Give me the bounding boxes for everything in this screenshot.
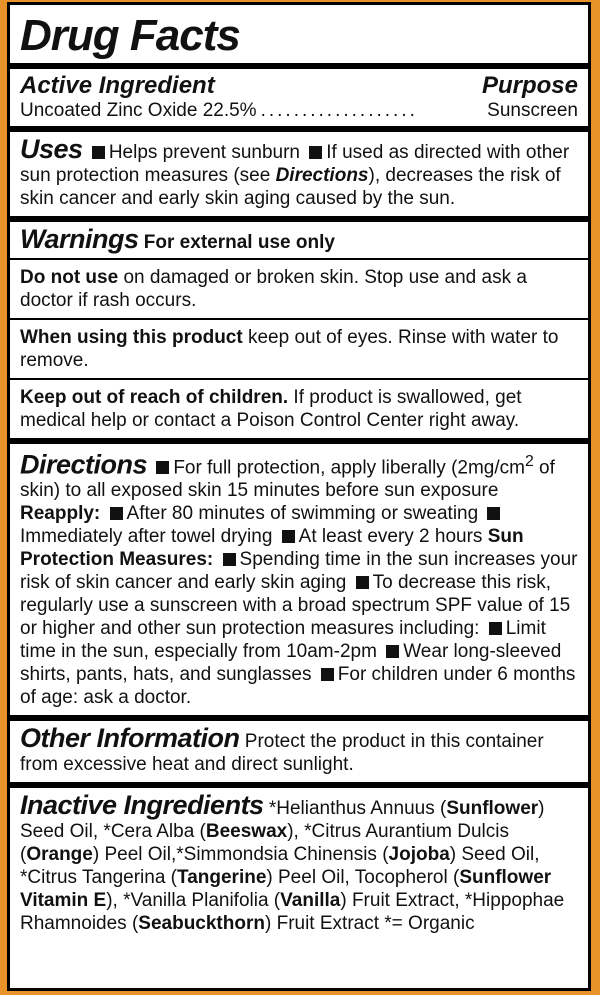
sun-protection-item: For children under 6 months of age: ask a doctor. xyxy=(20,664,576,709)
sun-protection-item: To decrease this risk, regularly use a sunscreen with a broad spectrum SPF value of 15 or higher and other sun protection measures including: xyxy=(20,572,571,640)
inactive-text: ) Fruit Extract, *Hippophae Rhamnoides ( xyxy=(20,890,565,935)
active-ingredient-heading: Active Ingredient xyxy=(20,72,215,99)
reapply-label: Reapply: xyxy=(20,503,101,525)
when-using-label: When using this product xyxy=(20,327,243,348)
uses-text: ), decreases the risk of skin cancer and early skin aging caused by the sun. xyxy=(20,165,561,209)
sun-protection-item: Spending time in the sun increases your risk of skin cancer and early skin aging xyxy=(20,549,578,594)
uses-text: Helps prevent sunburn xyxy=(108,142,300,163)
keep-out-label: Keep out of reach of children. xyxy=(20,387,289,408)
active-row xyxy=(20,100,578,126)
leader-dots: ................... xyxy=(260,100,418,121)
warnings-section xyxy=(20,222,578,258)
uses-text-bold: Directions xyxy=(275,165,369,186)
keep-out-of-reach xyxy=(20,380,578,438)
inactive-bold: Tangerine xyxy=(177,867,267,889)
bullet-square-icon xyxy=(282,530,295,543)
other-information-text: Protect the product in this container from excessive heat and direct sunlight. xyxy=(20,731,544,776)
inactive-text: ) Peel Oil,*Simmondsia Chinensis ( xyxy=(92,844,389,866)
inactive-text: ), *Vanilla Planifolia ( xyxy=(106,890,281,912)
bullet-square-icon xyxy=(386,645,399,658)
directions-section xyxy=(20,444,578,715)
warnings-subheading: For external use only xyxy=(143,232,335,253)
inactive-text: ) Seed Oil, *Cera Alba ( xyxy=(20,798,545,843)
reapply-item: After 80 minutes of swimming or sweating xyxy=(126,503,479,525)
bullet-square-icon xyxy=(92,146,105,159)
inactive-bold: Vanilla xyxy=(280,890,341,912)
directions-text: of skin) to all exposed skin 15 minutes before sun exposure xyxy=(20,457,555,502)
sun-protection-item: Wear long-sleeved shirts, pants, hats, and sunglasses xyxy=(20,641,562,686)
keep-out-text: If product is swallowed, get medical help or contact a Poison Control Center right away. xyxy=(20,387,522,431)
inactive-bold: Beeswax xyxy=(205,821,288,843)
active-ingredient-section xyxy=(20,69,578,126)
other-information-heading: Other Information xyxy=(20,723,240,754)
purpose-heading: Purpose xyxy=(481,72,578,99)
active-ingredient: Uncoated Zinc Oxide 22.5% xyxy=(20,100,257,121)
inactive-text: ) Seed Oil, *Citrus Tangerina ( xyxy=(20,844,540,889)
directions-text: For full protection, apply liberally (2mg/cm xyxy=(173,457,525,479)
bullet-square-icon xyxy=(223,553,236,566)
bullet-square-icon xyxy=(321,668,334,681)
uses-section xyxy=(20,132,578,216)
when-using xyxy=(20,320,578,378)
inactive-text: ) Fruit Extract *= Organic xyxy=(264,913,475,935)
uses-text: If used as directed with other sun protection measures (see xyxy=(20,142,570,186)
purpose-value: Sunscreen xyxy=(487,100,578,121)
bullet-square-icon xyxy=(110,507,123,520)
other-information-section xyxy=(20,721,578,782)
sun-protection-item: Limit time in the sun, especially from 10am-2pm xyxy=(20,618,546,663)
warnings-heading: Warnings xyxy=(20,224,139,254)
bullet-square-icon xyxy=(309,146,322,159)
when-using-text: keep out of eyes. Rinse with water to remove. xyxy=(20,327,559,371)
bullet-square-icon xyxy=(156,461,169,474)
panel-title: Drug Facts xyxy=(20,11,240,60)
directions-heading: Directions xyxy=(20,449,148,480)
bullet-square-icon xyxy=(487,507,500,520)
inactive-ingredients-heading: Inactive Ingredients xyxy=(20,790,264,821)
inactive-ingredients-section xyxy=(20,788,578,941)
sun-protection-label: Sun Protection Measures: xyxy=(20,526,524,571)
inactive-bold: Jojoba xyxy=(388,844,450,866)
bullet-square-icon xyxy=(489,622,502,635)
inactive-bold: Orange xyxy=(26,844,93,866)
uses-heading: Uses xyxy=(20,134,83,164)
inactive-text: ), *Citrus Aurantium Dulcis ( xyxy=(20,821,509,866)
reapply-item: At least every 2 hours xyxy=(298,526,483,548)
inactive-bold: Seabuckthorn xyxy=(138,913,265,935)
bullet-square-icon xyxy=(356,576,369,589)
active-header xyxy=(20,72,578,100)
drug-facts-panel xyxy=(7,2,591,991)
inactive-bold: Sunflower Vitamin E xyxy=(20,867,552,912)
superscript: 2 xyxy=(524,453,534,470)
do-not-use-label: Do not use xyxy=(20,267,119,288)
inactive-text: ) Peel Oil, Tocopherol ( xyxy=(266,867,460,889)
reapply-item: Immediately after towel drying xyxy=(20,526,273,548)
inactive-bold: Sunflower xyxy=(446,798,539,820)
inactive-text: *Helianthus Annuus ( xyxy=(263,798,447,820)
do-not-use xyxy=(20,260,578,318)
do-not-use-text: on damaged or broken skin. Stop use and ask a doctor if rash occurs. xyxy=(20,267,527,311)
